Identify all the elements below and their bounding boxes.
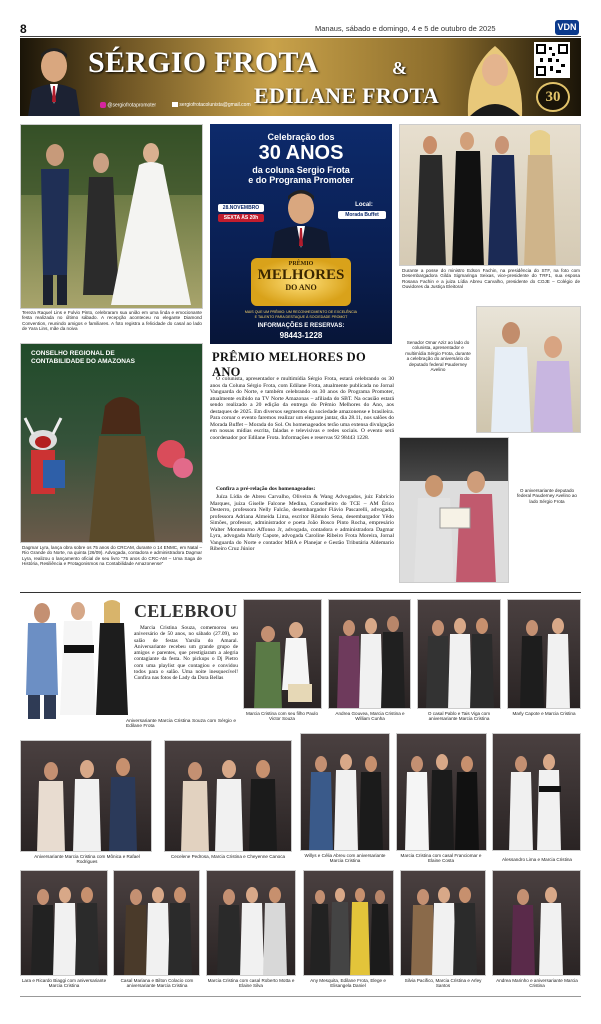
gallery-photo-3 [417, 599, 501, 709]
gallery-photo-1 [243, 599, 322, 709]
gallery-caption-10: Lara e Ricardo Biaggi com aniversariante Marcia Cristina [21, 978, 107, 989]
ad-local-value: Morada Buffet [338, 211, 386, 219]
instagram-icon [100, 102, 106, 108]
section-divider [20, 592, 581, 593]
gallery-photo-2 [328, 599, 411, 709]
gallery-photo-15 [492, 870, 581, 976]
gallery-photo-11 [113, 870, 200, 976]
gallery-caption-11: Casal Mariana e Bilton Colacio com aniversariante Marcia Cristina [120, 978, 194, 989]
ad-line1: Celebração dos [267, 132, 335, 142]
article-paragraph-1: O colunista, apresentador e multimídia Sérgio Frota, estará celebrando os 30 anos da Coluna Sérgio Frota, com Edilane Frota, atualmente publicada no Jornal Vanguarda do Norte, e também celebrando os 30 anos do Programa Promoter, atualmente exibido na TV Norte Amazonas – afiliada do SBT. Na ocasião estará sendo realizado a 20 edição da entrega do Prêmio Melhores do Ano, aos destaques de 2025. Em diversos segmentos da sociedade amazonense e brasileira. Para coroar o evento faremos realizar um elegante jantar, dia 28.11, nos salões do Morada Buffet – Morada do Sol. Os homenageados terão uma extensa divulgação em nossas mídias escrita, faladas e televisivas e redes sociais. O evento será coordenador por Edilane Frota. Informações e reservas 92 98443 1228. [210, 376, 394, 441]
ad-date: 28.NOVEMBRO [218, 204, 264, 212]
gallery-caption-4: Marly Capote e Marcia Cristina [512, 711, 576, 716]
email-text: sergiofrotacolunista@gmail.com [179, 102, 251, 108]
sergio-portrait [28, 44, 80, 116]
gallery-photo-14 [400, 870, 486, 976]
ad-tagline2: E TALENTO PARA DESTAQUE À SOCIEDADE PROMOT [254, 315, 348, 319]
banner-ampersand: & [392, 58, 408, 78]
celebrou-main-photo [20, 599, 132, 719]
gallery-photo-7 [300, 733, 390, 851]
ad-time: SEXTA ÀS 20h [218, 214, 264, 222]
award-prefix: PRÊMIO [288, 261, 314, 267]
ad-big-30: 30 ANOS [258, 142, 344, 164]
anniversary-ad [210, 124, 392, 344]
gallery-photo-9 [492, 733, 581, 851]
banner-name-sergio: SÉRGIO FROTA [88, 46, 319, 79]
header-rule [20, 36, 581, 37]
gallery-photo-4 [507, 599, 581, 709]
gallery-caption-3: O casal Pablo e Tais Viga com aniversariante Marcia Cristina [427, 711, 491, 722]
gallery-photo-8 [396, 733, 487, 851]
gallery-photo-10 [20, 870, 108, 976]
caption-dagmar: Dagmar Lyra, lança obra sobre os 75 anos do CRCAM, durante o 14 ENMC, em Natal – Rio Grande do Norte, na quinta (26/09). Advogada, contadora e administradora Dagmar Lyra, realizou o lançamento oficial de seu livro "75 anos do CRC-AM – Uma Saga de História, Resiliência e Protagonismos na Contabilidade Amazonense" [22, 545, 202, 567]
ad-local-label: Local: [355, 202, 373, 208]
gallery-photo-5 [20, 740, 152, 852]
stf-photo [399, 124, 581, 266]
article-title: PRÊMIO MELHORES DO ANO [212, 350, 367, 379]
gallery-caption-8: Marcia Cristina com casal Franciomar e Elaine Costa [400, 853, 482, 864]
email-address [172, 102, 251, 108]
email-icon [172, 102, 178, 107]
caption-wedding: Tereza Raquel Lins e Fulvio Pinto, celebraram sua união em uma linda e emocionante festa realizada no último sábado. A recepção aconteceu no elegante Diamond Convention, reunindo amigos e familiares. A foto registra a felicidade do casal ao lado de Yara Lins, mãe da noiva [22, 310, 202, 332]
pauderney-photo [399, 437, 509, 583]
gallery-caption-15: Andrea Marinho e aniversariante Marcia Cristina [496, 978, 578, 989]
footer-rule [20, 996, 581, 997]
instagram-handle [100, 102, 156, 108]
caption-pauderney: O aniversariante deputado federal Pauderney Avelino ao lado Sérgio Frota [517, 488, 577, 504]
gallery-photo-6 [164, 740, 292, 852]
ad-portrait [271, 186, 331, 258]
gallery-caption-13: Any Mesquita, Edilane Frota, Elege e Elisangela Daniel [310, 978, 386, 989]
caption-omar: Senador Omar Aziz ao lado do colunista, apresentador e multimídia Sérgio Frota, durante a celebração do aniversário do deputado federal Pauderney Avelino [405, 340, 471, 373]
ad-tagline1: MAIS QUE UM PRÊMIO: UM RECONHECIMENTO DE EXCELÊNCIA [244, 310, 358, 314]
gallery-caption-9: Alessandro Lima e Marcia Cristina [502, 857, 572, 862]
article-subheading: Confira a pré-relação dos homenageados: [216, 486, 316, 492]
ad-phone: 98443-1228 [279, 331, 323, 340]
ad-line3: da coluna Sergio Frota [252, 165, 350, 175]
instagram-text: @sergiofrotapromoter [107, 102, 157, 109]
celebrou-text: Marcia Cristina Souza, comemorou seu aniversário de 50 anos, no sábado (27.09), no salão de festas Yarsila do Amaral. Aniversariante recebeu um grande grupo de amigos e parentes, que prestigiaram a alegria contagiante da festa. No pickups o Dj Pietro com uma playlist que contagiou e convidou todos para o salão. Uma noite inesquecível! Confira nas fotos de Lady da Dora Bellas [134, 625, 238, 682]
gallery-photo-12 [206, 870, 296, 976]
gallery-caption-5: Aniversariante Marcia Cristina com Mônica e Rafael Rodrigues [34, 854, 140, 865]
celebrou-title: CELEBROU [134, 601, 238, 621]
award-sub: DO ANO [285, 283, 317, 292]
page-number: 8 [20, 22, 27, 36]
caption-stf: Durante a posse do ministro Edson Fachin, na presidência do STF, na foto com Desembargadora Gilda Sigmaringa Seixas, vice-presidente do TRF1, sua esposa Rosana Fachin e a juiza Lídia Abreu Carvalho, presidente do COJE – Colégio de Ouvidores da Justiça Eleitoral [402, 268, 580, 290]
crcam-banner-text: CONSELHO REGIONAL DE CONTABILIDADE DO AMAZONAS [31, 350, 135, 365]
column-banner [20, 38, 581, 116]
edilane-portrait [458, 40, 532, 116]
wedding-photo [20, 124, 203, 309]
dateline: Manaus, sábado e domingo, 4 e 5 de outubro de 2025 [315, 24, 496, 33]
qr-code [534, 42, 570, 78]
gallery-caption-7: Willys e Célia Abreu com aniversariante Marcia Cristina [304, 853, 386, 864]
article-paragraph-2: Juíza Lídia de Abreu Carvalho, Oliveira & Wang Advogados, juiz Fabrício Marques, juíza Giselle Falcone Medina, Conselheiro do TCE – AM Érico Desterro, professora Nelly Falcão, desembargador Flávio Pascarelli, advogada, professora Adriana Almeida Lima, escritor Rômulo Sena, desembargador Yêdo Simões, professor, administrador e poeta João Bosco Pinto Rocha, empresário Walter Montenurno Affonso Jr, advogada, contadora e administradora Dagmar Lyra, advogada Marly Capote, advogada Caroline Ribeiro Frota Moreira, Jornal Vanguarda do Norte e contador MBA e Planejar e Gestão Tributária Aldemario Ribeiro Cruz Júnior [210, 494, 394, 552]
ad-line4: e do Programa Promoter [248, 175, 354, 185]
caption-celebrou-main: Aniversariante Marcia Cristina Souza com Sérgio e Edilane Frota [126, 719, 236, 730]
award-main: MELHORES [257, 267, 345, 283]
gallery-caption-12: Marcia Cristina com casal Roberto Motta e Elaine Silva [207, 978, 295, 989]
banner-name-edilane: EDILANE FROTA [254, 83, 440, 108]
ad-award-badge [251, 258, 351, 306]
gallery-caption-6: Cecelene Pedrosa, Marcia Cristina e Cheyenne Canoca [170, 854, 286, 859]
gallery-caption-1: Marcia Cristina com seu filho Paulo Victor Souza [246, 711, 318, 722]
anniversary-badge: 30 [536, 82, 570, 112]
newspaper-logo: VDN [555, 20, 579, 35]
gallery-caption-14: Silvia Pacifico, Marcia Cristina e Arley Santos [404, 978, 482, 989]
ad-info-label: INFORMAÇÕES E RESERVAS: [257, 323, 345, 329]
gallery-caption-2: Andrea Gouvea, Marcia Cristina e William Cunha [335, 711, 405, 722]
crcam-photo [20, 343, 203, 543]
omar-aziz-photo [476, 306, 581, 433]
gallery-photo-13 [303, 870, 394, 976]
